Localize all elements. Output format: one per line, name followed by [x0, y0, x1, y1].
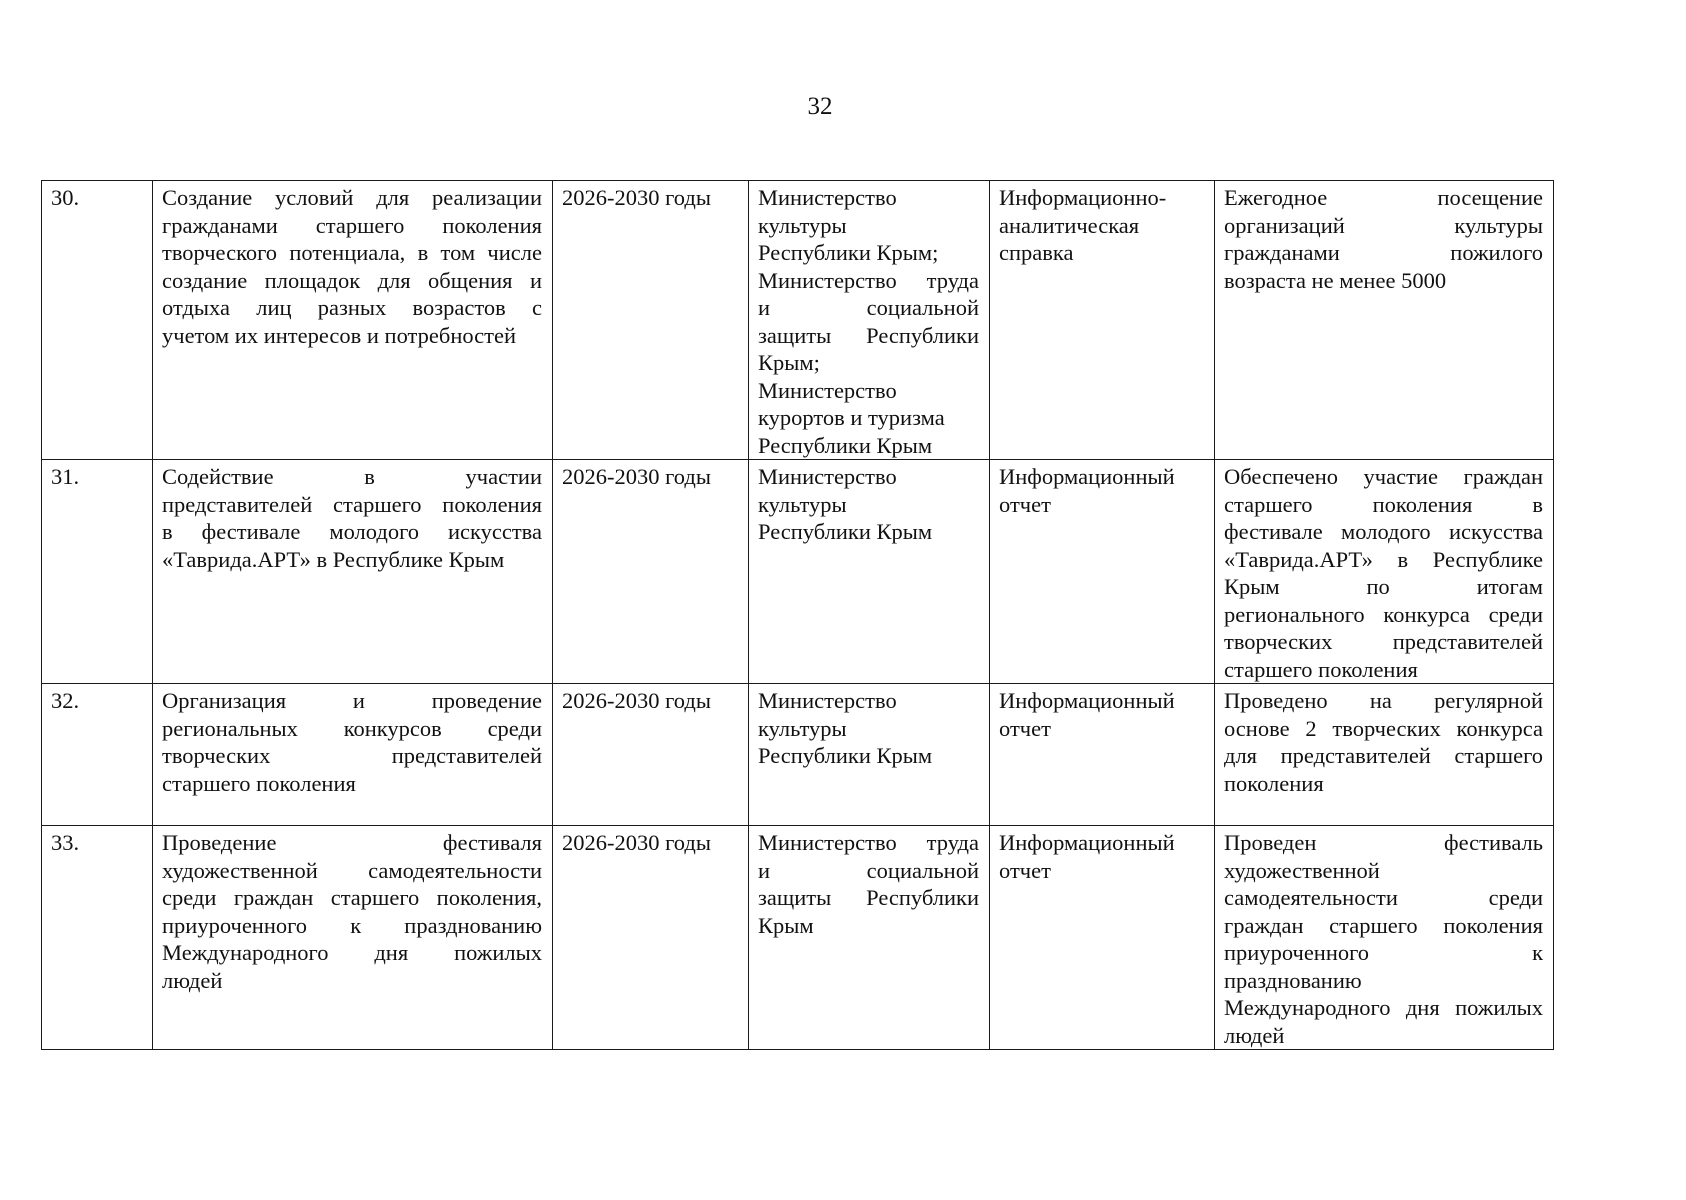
result-cell: Проведен фестиваль художественной самодеятельности среди граждан старшего поколения приуроченного к празднованию Международного дня пожилых людей	[1215, 826, 1554, 1050]
table-row	[42, 460, 1554, 684]
row-number: 31.	[42, 460, 153, 684]
period-cell: 2026-2030 годы	[553, 684, 749, 826]
executor-cell: Министерство труда и социальной защиты Республики Крым	[749, 826, 990, 1050]
result-cell: Проведено на регулярной основе 2 творческих конкурса для представителей старшего поколения	[1215, 684, 1554, 826]
period-cell: 2026-2030 годы	[553, 181, 749, 460]
period-cell: 2026-2030 годы	[553, 826, 749, 1050]
report-form-cell: Информационный отчет	[990, 684, 1215, 826]
executor-cell: Министерство культуры Республики Крым	[749, 460, 990, 684]
row-number: 33.	[42, 826, 153, 1050]
report-form-cell: Информационно- аналитическая справка	[990, 181, 1215, 460]
measures-table	[41, 180, 1554, 1050]
measure-cell: Содействие в участии представителей старшего поколения в фестивале молодого искусства «Таврида.АРТ» в Республике Крым	[153, 460, 553, 684]
table-row	[42, 826, 1554, 1050]
executor-cell: Министерство культуры Республики Крым	[749, 684, 990, 826]
result-cell: Ежегодное посещение организаций культуры гражданами пожилого возраста не менее 5000	[1215, 181, 1554, 460]
report-form-cell: Информационный отчет	[990, 460, 1215, 684]
executor-cell: Министерство культуры Республики Крым; Министерство труда и социальной защиты Республики Крым; Министерство курортов и туризма Республики Крым	[749, 181, 990, 460]
measure-cell: Проведение фестиваля художественной самодеятельности среди граждан старшего поколения, приуроченного к празднованию Международного дня пожилых людей	[153, 826, 553, 1050]
measure-cell: Организация и проведение региональных конкурсов среди творческих представителей старшего поколения	[153, 684, 553, 826]
row-number: 30.	[42, 181, 153, 460]
table-row	[42, 181, 1554, 460]
row-number: 32.	[42, 684, 153, 826]
table-row	[42, 684, 1554, 826]
page-number: 32	[807, 93, 833, 120]
report-form-cell: Информационный отчет	[990, 826, 1215, 1050]
period-cell: 2026-2030 годы	[553, 460, 749, 684]
result-cell: Обеспечено участие граждан старшего поколения в фестивале молодого искусства «Таврида.АРТ» в Республике Крым по итогам регионального конкурса среди творческих представителей старшего поколения	[1215, 460, 1554, 684]
measure-cell: Создание условий для реализации гражданами старшего поколения творческого потенциала, в том числе создание площадок для общения и отдыха лиц разных возрастов с учетом их интересов и потребностей	[153, 181, 553, 460]
